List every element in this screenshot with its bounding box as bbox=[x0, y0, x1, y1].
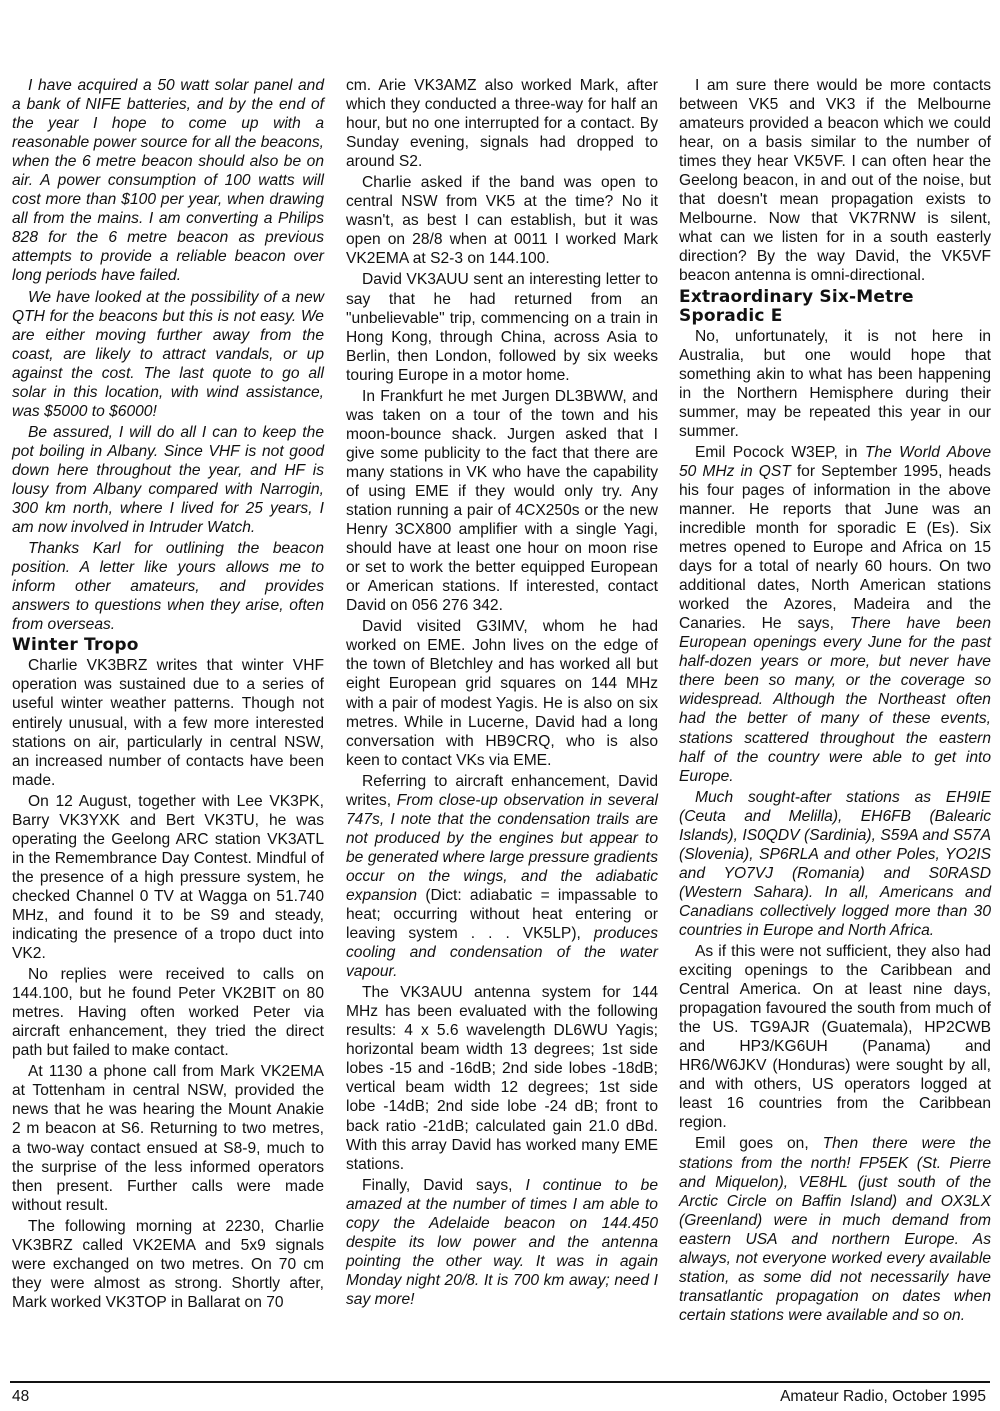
body-paragraph: At 1130 a phone call from Mark VK2EMA at Tottenham in central NSW, provided the news that he was hearing the Mount Anakie 2 m beacon at S6. Returning to two metres, a two-way contact ensued at S8-9, much to the surprise of the less informed operators then present. Further calls were made without result. bbox=[12, 1063, 324, 1214]
quote-run: From close-up observation in several 747s, I note that the condensation trails are not produced by the engines but appear to be generated where large pressure gradients occur on the wings, and the adiabatic expansion bbox=[346, 791, 658, 904]
body-paragraph: I am sure there would be more contacts between VK5 and VK3 if the Melbourne amateurs provided a beacon which we could hear, on a basis similar to the number of times they hear VK5VF. I can often hear the Geelong beacon, in and out of the noise, but that doesn't mean propagation exists to Melbourne. Now that VK7RNW is silent, what can we listen for in a south easterly direction? By the way David, the VK5VF beacon antenna is omni-directional. bbox=[679, 77, 991, 285]
body-paragraph: The VK3AUU antenna system for 144 MHz has been evaluated with the following results: 4 x 5.6 wavelength DL6WU Yagis; horizontal beam width 13 degrees; 1st side lobes -15 and -16dB; 2nd side lobes -18dB; vertical beam width 12 degrees; 1st side lobe -14dB; 2nd side lobe -24 dB; front to back ratio -21dB; calculated gain 21.0 dBd. With this array David has worked many EME stations. bbox=[346, 984, 658, 1173]
body-paragraph: No, unfortunately, it is not here in Australia, but one would hope that something akin to what has been happening in the Northern Hemisphere during their summer, may be repeated this year in our summer. bbox=[679, 327, 991, 440]
body-paragraph: David visited G3IMV, whom he had worked on EME. John lives on the edge of the town of Bletchley and has worked all but eight European grid squares on 144 MHz with a pair of modest Yagis. He is also on six metres. While in Lucerne, David had a long conversation with HB9CRQ, who is also keen to contact VKs via EME. bbox=[346, 618, 658, 769]
quote-run: I continue to be amazed at the number of times I am able to copy the Adelaide beacon on 144.450 despite its low power and the antenna pointing the other way. It was in again Monday night 20/8. It is 700 km away; need I say more! bbox=[346, 1176, 659, 1308]
body-paragraph-mixed bbox=[346, 1176, 658, 1309]
body-paragraph: On 12 August, together with Lee VK3PK, Barry VK3YXK and Bert VK3TU, he was operating the Geelong ARC station VK3ATL in the Remembrance Day Contest. Mindful of the presence of a high pressure system, he checked Channel 0 TV at Wagga on 51.740 MHz, and found it to be S9 and steady, indicating the presence of a tropo duct into VK2. bbox=[12, 792, 324, 963]
body-paragraph: cm. Arie VK3AMZ also worked Mark, after which they conducted a three-way for half an hour, but no one interrupted for a contact. By Sunday evening, signals had dropped to around S2. bbox=[346, 77, 658, 171]
quote-paragraph: Much sought-after stations as EH9IE (Ceuta and Melilla), EH6FB (Balearic Islands), IS0QDV (Sardinia), S59A and S57A (Slovenia), SP6RLA and other Poles, YO2IS and YO7VJ (Romania) and S0RASD (Western Sahara). In all, Americans and Canadians collectively logged more than 30 countries in Europe and North Africa. bbox=[679, 788, 991, 939]
page-number: 48 bbox=[12, 1388, 30, 1405]
text-run: Finally, David says, bbox=[362, 1176, 526, 1194]
column-right bbox=[679, 76, 991, 1327]
body-paragraph: In Frankfurt he met Jurgen DL3BWW, and was taken on a tour of the town and his moon-bounce shack. Jurgen asked that I give some publicity to the fact that there are many stations in VK who have the capability of using EME if they would only try. Any station running a pair of 4CX250s or the new Henry 3CX800 amplifier with a single Yagi, should have at least one hour on moon rise or set to work the better equipped European or American stations. If interested, contact David on 056 276 342. bbox=[346, 387, 658, 615]
quote-run: Then there were the stations from the north! FP5EK (St. Pierre and Miquelon), VE8HL (just south of the Arctic Circle on Baffin Island) and OX3LX (Greenland) were in much demand from eastern USA and northern Europe. As always, not everyone worked every available station, as some did not necessarily have transatlantic propagation on dates when certain stations were available and so on. bbox=[679, 1135, 991, 1324]
letter-paragraph: We have looked at the possibility of a new QTH for the beacons but this is not easy. We are either moving further away from the coast, are likely to attract vandals, or up against the cost. The last quote to go all solar in this location, with wind assistance, was $5000 to $6000! bbox=[12, 288, 324, 420]
text-run: for September 1995, heads his four pages of information in the above manner. He reports that June was an incredible month for sporadic E (Es). Six metres opened to Europe and Africa on 15 days for a total of nearly 60 hours. On two additional dates, North American stations worked the Azores, Madeira and the Canaries. He says, bbox=[679, 462, 991, 633]
text-run: Emil goes on, bbox=[695, 1135, 823, 1153]
text-run: Emil Pocock W3EP, in bbox=[695, 443, 865, 461]
body-paragraph: As if this were not sufficient, they also had exciting openings to the Caribbean and Central America. On at least nine days, propagation favoured the south from much of the US. TG9AJR (Guatemala), HP2CWB and HP3/KG6UH (Panama) and HR6/W6JKV (Honduras) were sought by all, and with others, US operators logged at least 16 countries from the Caribbean region. bbox=[679, 943, 991, 1132]
text-run: (Dict: adiabatic = impassable to heat; occurring without heat entering or leaving system . . . VK5LP), bbox=[346, 886, 658, 943]
publication-credit: Amateur Radio, October 1995 bbox=[780, 1388, 986, 1405]
section-heading-winter-tropo: Winter Tropo bbox=[12, 635, 139, 656]
body-paragraph: David VK3AUU sent an interesting letter to say that he had returned from an "unbelievable" trip, commencing on a train in Hong Kong, through China, across Asia to Berlin, then London, followed by six weeks touring Europe in a motor home. bbox=[346, 271, 658, 384]
body-paragraph-mixed bbox=[679, 443, 991, 786]
letter-paragraph: Thanks Karl for outlining the beacon position. A letter like yours allows me to inform other amateurs, and provides answers to questions when they arise, often from overseas. bbox=[12, 540, 324, 634]
quote-run: produces cooling and condensation of the water vapour. bbox=[346, 925, 658, 981]
column-middle bbox=[346, 76, 658, 1311]
quote-run: There have been European openings every June for the past half-dozen years or more, but never have there been so many, or the coverage so widespread. Although the Northeast often had the better of many of these events, stations scattered throughout the eastern half of the country were able to get into Europe. bbox=[679, 615, 991, 785]
letter-paragraph: I have acquired a 50 watt solar panel and a bank of NIFE batteries, and by the end of the year I hope to come up with a reasonable power source for all the beacons, when the 6 metre beacon should also be on air. A power consumption of 100 watts will cost more than $100 per year, when drawing all from the mains. I am converting a Philips 828 for the 6 metre beacon as previous attempts to provide a reliable beacon over long periods have failed. bbox=[12, 77, 324, 285]
column-left bbox=[12, 76, 324, 1314]
text-run: Referring to aircraft enhancement, David writes, bbox=[346, 772, 658, 809]
title-run: The World Above 50 MHz in QST bbox=[679, 443, 991, 480]
letter-paragraph: Be assured, I will do all I can to keep the pot boiling in Albany. Since VHF is not good down here throughout the year, and HF is lousy from Albany compared with Narrogin, 300 km north, where I lived for 25 years, I am now involved in Intruder Watch. bbox=[12, 423, 324, 537]
body-paragraph: Charlie asked if the band was open to central NSW from VK5 at the time? No it wasn't, as best I can establish, but it was open on 28/8 when at 0011 I worked Mark VK2EMA at S2-3 on 144.100. bbox=[346, 174, 658, 268]
body-paragraph: No replies were received to calls on 144.100, but he found Peter VK2BIT on 80 metres. Having often worked Peter via aircraft enhancement, they tried the direct path but failed to make contact. bbox=[12, 966, 324, 1060]
body-paragraph: The following morning at 2230, Charlie VK3BRZ called VK2EMA and 5x9 signals were exchanged on two metres. On 70 cm they were almost as strong. Shortly after, Mark worked VK3TOP in Ballarat on 70 bbox=[12, 1217, 324, 1311]
body-paragraph: Charlie VK3BRZ writes that winter VHF operation was sustained due to a series of useful winter weather patterns. Though not entirely unusual, with a few more interested stations on air, particularly in central NSW, an increased number of contacts have been made. bbox=[12, 657, 324, 789]
section-heading-sporadic-e: Extraordinary Six-Metre Sporadic E bbox=[679, 286, 914, 326]
body-paragraph-mixed bbox=[346, 772, 658, 982]
body-paragraph-mixed bbox=[679, 1134, 991, 1324]
footer-divider bbox=[10, 1381, 990, 1383]
